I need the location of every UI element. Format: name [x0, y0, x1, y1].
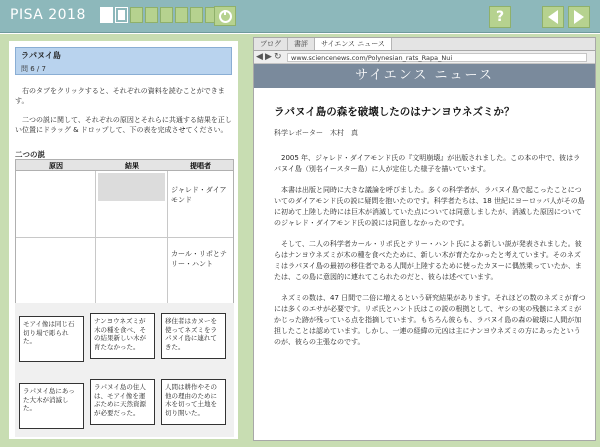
site-banner: サイエンス ニュース	[254, 64, 595, 88]
progress-indicator	[100, 7, 218, 23]
progress-segment	[190, 7, 203, 23]
effect-drop-zone[interactable]	[98, 272, 165, 300]
article-title: ラパヌイ島の森を破壊したのはナンヨウネズミか？	[274, 106, 515, 118]
forward-arrow-icon[interactable]: ▶	[265, 52, 272, 62]
progress-segment	[145, 7, 158, 23]
app-title: PISA 2018	[10, 7, 86, 23]
draggable-card[interactable]: 人間は耕作やその他の理由のために木を切って土地を切り開いた。	[161, 379, 226, 425]
progress-segment	[100, 7, 113, 23]
draggable-card[interactable]: ナンヨウネズミが木の種を食べ、その結果新しい木が育たなかった。	[90, 313, 155, 359]
draggable-card[interactable]: 移住者はカヌーを使ってネズミをラパヌイ島に連れてきた。	[161, 313, 226, 359]
reading-pane	[248, 34, 600, 447]
article-author: 科学レポーター 木村 真	[274, 129, 358, 137]
arrow-left-icon	[548, 10, 558, 24]
table-row	[16, 238, 233, 303]
source-tabs	[254, 38, 595, 51]
timer-icon[interactable]	[214, 6, 236, 26]
progress-segment	[160, 7, 173, 23]
back-arrow-icon[interactable]: ◀	[256, 52, 263, 62]
proponent-cell: カール・リポとテリー・ハント	[171, 250, 227, 268]
article	[274, 104, 586, 348]
draggable-card[interactable]: ラパヌイ島にあった大木が消滅した。	[19, 383, 84, 429]
question-number: 問 6 / 7	[21, 65, 46, 73]
instruction-text: 右のタブをクリックすると、それぞれの資料を読むことができます。	[15, 87, 225, 105]
previous-button[interactable]	[542, 6, 564, 28]
arrow-right-icon	[574, 10, 584, 24]
table-label: 二つの説	[15, 150, 45, 159]
question-pane	[0, 34, 248, 447]
table-header	[16, 160, 233, 171]
effect-drop-zone[interactable]	[98, 173, 165, 201]
effect-column	[96, 171, 168, 237]
progress-segment	[115, 7, 128, 23]
table-row	[16, 171, 233, 238]
column-header-cause: 原因	[49, 162, 63, 170]
browser-window	[253, 37, 596, 441]
article-paragraph: 2005 年、ジャレド・ダイアモンド氏の『文明崩壊』が出版されました。この本の中で、彼はラパヌイ島（別名イースター島）に人が定住した様子を描いています。	[274, 154, 581, 173]
top-bar	[0, 0, 600, 33]
effect-column	[96, 238, 168, 303]
article-paragraph: そして、二人の科学者カール・リポ氏とテリー・ハント氏による新しい説が発表されました。彼らはナンヨウネズミが木の種を食べたために、新しい木が育たなかったと考えています。そのネズミはラパヌイ島の最初の移住者である人間が上陸するために使ったカヌーに偶然乗っていたか、または、この島に意図的に連れてこられたのだと、彼らは述べています。	[274, 240, 582, 281]
next-button[interactable]	[568, 6, 590, 28]
progress-segment	[175, 7, 188, 23]
column-header-proponent: 提唱者	[190, 162, 211, 170]
tab-science-news[interactable]: サイエンス ニュース	[315, 38, 392, 50]
question-header	[15, 47, 232, 75]
column-header-effect: 結果	[125, 162, 139, 170]
draggable-card[interactable]: モアイ像は同じ石切り場で彫られた。	[19, 316, 84, 362]
tab-book-review[interactable]: 書評	[288, 38, 315, 50]
refresh-icon[interactable]: ↻	[274, 52, 282, 62]
url-field: www.sciencenews.com/Polynesian_rats_Rapa_Nui	[287, 53, 587, 62]
cause-drop-zone[interactable]	[16, 171, 96, 237]
address-bar	[254, 51, 595, 64]
proponent-cell: ジャレド・ダイアモンド	[171, 186, 227, 204]
article-paragraph: 本書は出版と同時に大きな議論を呼びました。多くの科学者が、ラパヌイ島で起こったことについてのダイアモンド氏の説に疑問を抱いたのです。科学者たちは、18 世紀にヨーロッパ人がその島に初めて上陸した時には巨木が消滅していた点については同意しましたが、消滅した原因についてのジャレド・ダイアモンド氏の説には同意しなかったのです。	[274, 186, 585, 227]
card-bank	[15, 303, 234, 437]
help-button[interactable]: ?	[489, 6, 511, 28]
question-title: ラパヌイ島	[21, 51, 61, 60]
cause-drop-zone[interactable]	[16, 238, 96, 303]
tab-blog[interactable]: ブログ	[254, 38, 288, 50]
theory-table	[15, 159, 234, 304]
instruction-text: 二つの説に関して、それぞれの原因とそれらに共通する結果を正しい位置にドラッグ & ドロップして、下の表を完成させてください。	[15, 116, 232, 134]
question-panel	[9, 41, 238, 439]
article-paragraph: ネズミの数は、47 日間で二倍に増えるという研究結果があります。それほどの数のネズミが育つには多くのエサが必要です。リポ氏とハント氏はこの説の根拠として、ヤシの実の残骸にネズミがかじった跡が残っている点を指摘しています。もちろん彼らも、ラパヌイ島の森の破壊に人間が加担したことは認めています。しかし、一連の経緯の元凶は主にナンヨウネズミの方にあったというのが、彼らの主張なのです。	[274, 294, 586, 346]
progress-segment	[130, 7, 143, 23]
draggable-card[interactable]: ラパヌイ島の住人は、モアイ像を運ぶために天然資源が必要だった。	[90, 379, 155, 425]
